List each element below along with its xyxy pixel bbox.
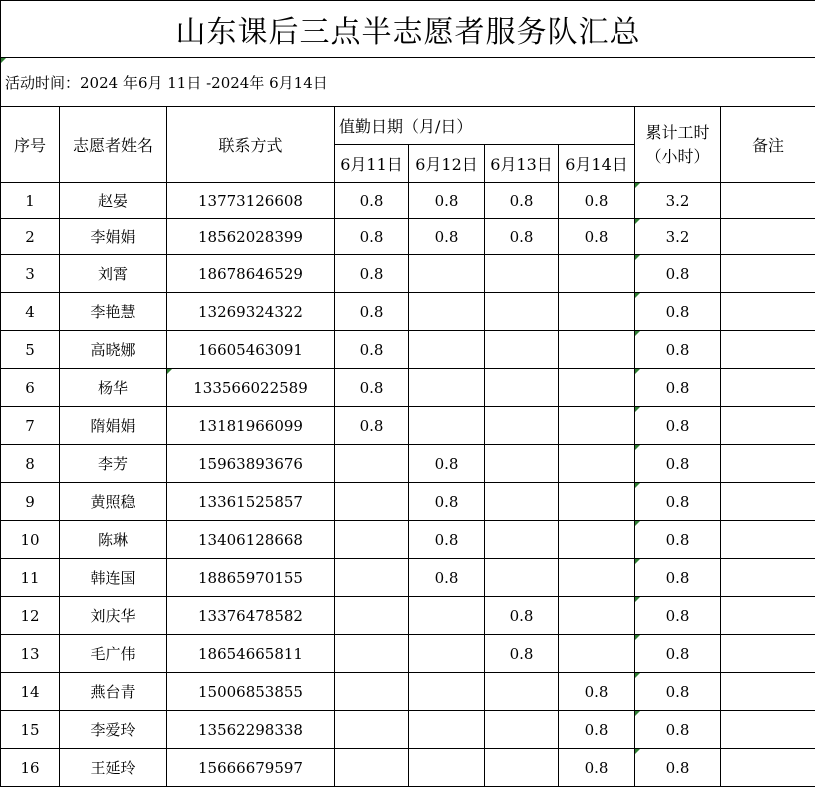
- table-row: [1, 183, 815, 219]
- cell-note: [721, 331, 815, 369]
- cell-day: 0.8: [559, 711, 635, 749]
- cell-phone: 18654665811: [167, 635, 335, 673]
- cell-day: [485, 445, 559, 483]
- cell-day: [409, 711, 485, 749]
- cell-name: 韩连国: [60, 559, 167, 597]
- cell-day: [335, 559, 409, 597]
- cell-seq: 13: [1, 635, 60, 673]
- cell-day: [559, 331, 635, 369]
- header-date: 6月13日: [485, 145, 559, 183]
- cell-seq: 5: [1, 331, 60, 369]
- cell-note: [721, 559, 815, 597]
- cell-day: [485, 749, 559, 787]
- cell-day: 0.8: [409, 445, 485, 483]
- header-duty-date: 值勤日期（月/日）: [335, 107, 635, 145]
- cell-day: [409, 749, 485, 787]
- cell-day: 0.8: [335, 369, 409, 407]
- cell-phone: 15006853855: [167, 673, 335, 711]
- cell-day: [409, 407, 485, 445]
- cell-phone: 13773126608: [167, 183, 335, 219]
- cell-day: 0.8: [409, 219, 485, 255]
- cell-day: [335, 635, 409, 673]
- cell-note: [721, 635, 815, 673]
- header-date: 6月14日: [559, 145, 635, 183]
- cell-day: 0.8: [409, 521, 485, 559]
- cell-name: 刘霄: [60, 255, 167, 293]
- header-contact: 联系方式: [167, 107, 335, 183]
- header-total-hours: 累计工时（小时）: [635, 107, 721, 183]
- header-name: 志愿者姓名: [60, 107, 167, 183]
- cell-total: 0.8: [635, 597, 721, 635]
- table-row: [1, 483, 815, 521]
- cell-total: 0.8: [635, 521, 721, 559]
- cell-day: 0.8: [559, 219, 635, 255]
- cell-note: [721, 293, 815, 331]
- cell-day: [485, 293, 559, 331]
- cell-phone: 13361525857: [167, 483, 335, 521]
- cell-note: [721, 521, 815, 559]
- cell-day: 0.8: [485, 183, 559, 219]
- cell-name: 赵晏: [60, 183, 167, 219]
- cell-phone: 13406128668: [167, 521, 335, 559]
- cell-name: 陈琳: [60, 521, 167, 559]
- cell-name: 燕台青: [60, 673, 167, 711]
- header-date: 6月11日: [335, 145, 409, 183]
- cell-day: [559, 483, 635, 521]
- cell-total: 0.8: [635, 483, 721, 521]
- table-row: [1, 673, 815, 711]
- cell-day: 0.8: [485, 597, 559, 635]
- cell-seq: 7: [1, 407, 60, 445]
- cell-seq: 3: [1, 255, 60, 293]
- cell-total: 0.8: [635, 673, 721, 711]
- table-row: [1, 749, 815, 787]
- cell-day: [559, 521, 635, 559]
- cell-day: 0.8: [485, 635, 559, 673]
- cell-seq: 4: [1, 293, 60, 331]
- cell-note: [721, 711, 815, 749]
- cell-note: [721, 219, 815, 255]
- cell-day: 0.8: [335, 293, 409, 331]
- cell-phone: 18865970155: [167, 559, 335, 597]
- cell-phone: 18562028399: [167, 219, 335, 255]
- cell-phone: 13376478582: [167, 597, 335, 635]
- cell-seq: 6: [1, 369, 60, 407]
- cell-day: [409, 293, 485, 331]
- cell-note: [721, 445, 815, 483]
- cell-day: [485, 711, 559, 749]
- cell-day: [559, 255, 635, 293]
- cell-day: [335, 711, 409, 749]
- cell-day: 0.8: [335, 219, 409, 255]
- cell-phone: 133566022589: [167, 369, 335, 407]
- cell-seq: 11: [1, 559, 60, 597]
- table-row: [1, 559, 815, 597]
- cell-day: [559, 559, 635, 597]
- cell-day: 0.8: [409, 559, 485, 597]
- cell-phone: 13181966099: [167, 407, 335, 445]
- cell-seq: 15: [1, 711, 60, 749]
- cell-day: [485, 559, 559, 597]
- cell-total: 0.8: [635, 711, 721, 749]
- table-row: [1, 369, 815, 407]
- cell-day: 0.8: [335, 331, 409, 369]
- cell-phone: 13269324322: [167, 293, 335, 331]
- cell-day: [335, 521, 409, 559]
- cell-total: 0.8: [635, 749, 721, 787]
- cell-note: [721, 183, 815, 219]
- cell-day: 0.8: [559, 749, 635, 787]
- cell-day: 0.8: [335, 255, 409, 293]
- cell-name: 李娟娟: [60, 219, 167, 255]
- table-row: [1, 711, 815, 749]
- cell-day: 0.8: [409, 183, 485, 219]
- cell-day: 0.8: [559, 673, 635, 711]
- cell-day: [485, 673, 559, 711]
- cell-day: [485, 483, 559, 521]
- cell-total: 0.8: [635, 407, 721, 445]
- cell-day: [335, 597, 409, 635]
- cell-day: [485, 521, 559, 559]
- cell-total: 0.8: [635, 293, 721, 331]
- cell-total: 0.8: [635, 635, 721, 673]
- cell-name: 隋娟娟: [60, 407, 167, 445]
- cell-seq: 9: [1, 483, 60, 521]
- cell-day: 0.8: [559, 183, 635, 219]
- cell-total: 0.8: [635, 255, 721, 293]
- cell-day: [559, 293, 635, 331]
- cell-seq: 2: [1, 219, 60, 255]
- cell-day: [485, 255, 559, 293]
- cell-day: [409, 331, 485, 369]
- cell-phone: 16605463091: [167, 331, 335, 369]
- table-row: [1, 219, 815, 255]
- table-row: [1, 331, 815, 369]
- cell-phone: 18678646529: [167, 255, 335, 293]
- cell-total: 3.2: [635, 219, 721, 255]
- cell-day: [409, 673, 485, 711]
- cell-day: 0.8: [409, 483, 485, 521]
- activity-time: 活动时间：2024 年6月 11日 -2024年 6月14日: [1, 58, 815, 107]
- cell-day: [559, 445, 635, 483]
- cell-phone: 13562298338: [167, 711, 335, 749]
- cell-note: [721, 483, 815, 521]
- cell-name: 王延玲: [60, 749, 167, 787]
- cell-note: [721, 597, 815, 635]
- cell-day: [485, 369, 559, 407]
- cell-total: 0.8: [635, 331, 721, 369]
- header-notes: 备注: [721, 107, 815, 183]
- page-title: 山东课后三点半志愿者服务队汇总: [1, 1, 815, 58]
- cell-seq: 10: [1, 521, 60, 559]
- cell-day: [485, 407, 559, 445]
- cell-day: 0.8: [485, 219, 559, 255]
- cell-day: [409, 369, 485, 407]
- cell-name: 毛广伟: [60, 635, 167, 673]
- cell-day: 0.8: [335, 183, 409, 219]
- cell-day: [335, 445, 409, 483]
- cell-day: [559, 597, 635, 635]
- cell-name: 刘庆华: [60, 597, 167, 635]
- table-row: [1, 445, 815, 483]
- cell-phone: 15666679597: [167, 749, 335, 787]
- cell-name: 李芳: [60, 445, 167, 483]
- table-row: [1, 255, 815, 293]
- cell-day: [559, 407, 635, 445]
- cell-note: [721, 407, 815, 445]
- cell-day: [335, 483, 409, 521]
- cell-total: 0.8: [635, 369, 721, 407]
- cell-total: 0.8: [635, 559, 721, 597]
- cell-note: [721, 369, 815, 407]
- cell-day: [409, 255, 485, 293]
- cell-day: [335, 749, 409, 787]
- cell-note: [721, 255, 815, 293]
- header-date: 6月12日: [409, 145, 485, 183]
- cell-day: [485, 331, 559, 369]
- table-row: [1, 293, 815, 331]
- cell-day: [559, 369, 635, 407]
- cell-note: [721, 749, 815, 787]
- cell-note: [721, 673, 815, 711]
- cell-name: 黄照稳: [60, 483, 167, 521]
- cell-seq: 1: [1, 183, 60, 219]
- cell-total: 3.2: [635, 183, 721, 219]
- cell-phone: 15963893676: [167, 445, 335, 483]
- cell-total: 0.8: [635, 445, 721, 483]
- cell-day: [559, 635, 635, 673]
- cell-seq: 12: [1, 597, 60, 635]
- cell-seq: 16: [1, 749, 60, 787]
- cell-name: 李爱玲: [60, 711, 167, 749]
- cell-seq: 14: [1, 673, 60, 711]
- table-row: [1, 407, 815, 445]
- cell-seq: 8: [1, 445, 60, 483]
- cell-day: [409, 635, 485, 673]
- cell-day: [335, 673, 409, 711]
- cell-name: 高晓娜: [60, 331, 167, 369]
- table-row: [1, 635, 815, 673]
- table-row: [1, 597, 815, 635]
- cell-name: 杨华: [60, 369, 167, 407]
- cell-name: 李艳慧: [60, 293, 167, 331]
- header-seq: 序号: [1, 107, 60, 183]
- table-row: [1, 521, 815, 559]
- cell-day: [409, 597, 485, 635]
- cell-day: 0.8: [335, 407, 409, 445]
